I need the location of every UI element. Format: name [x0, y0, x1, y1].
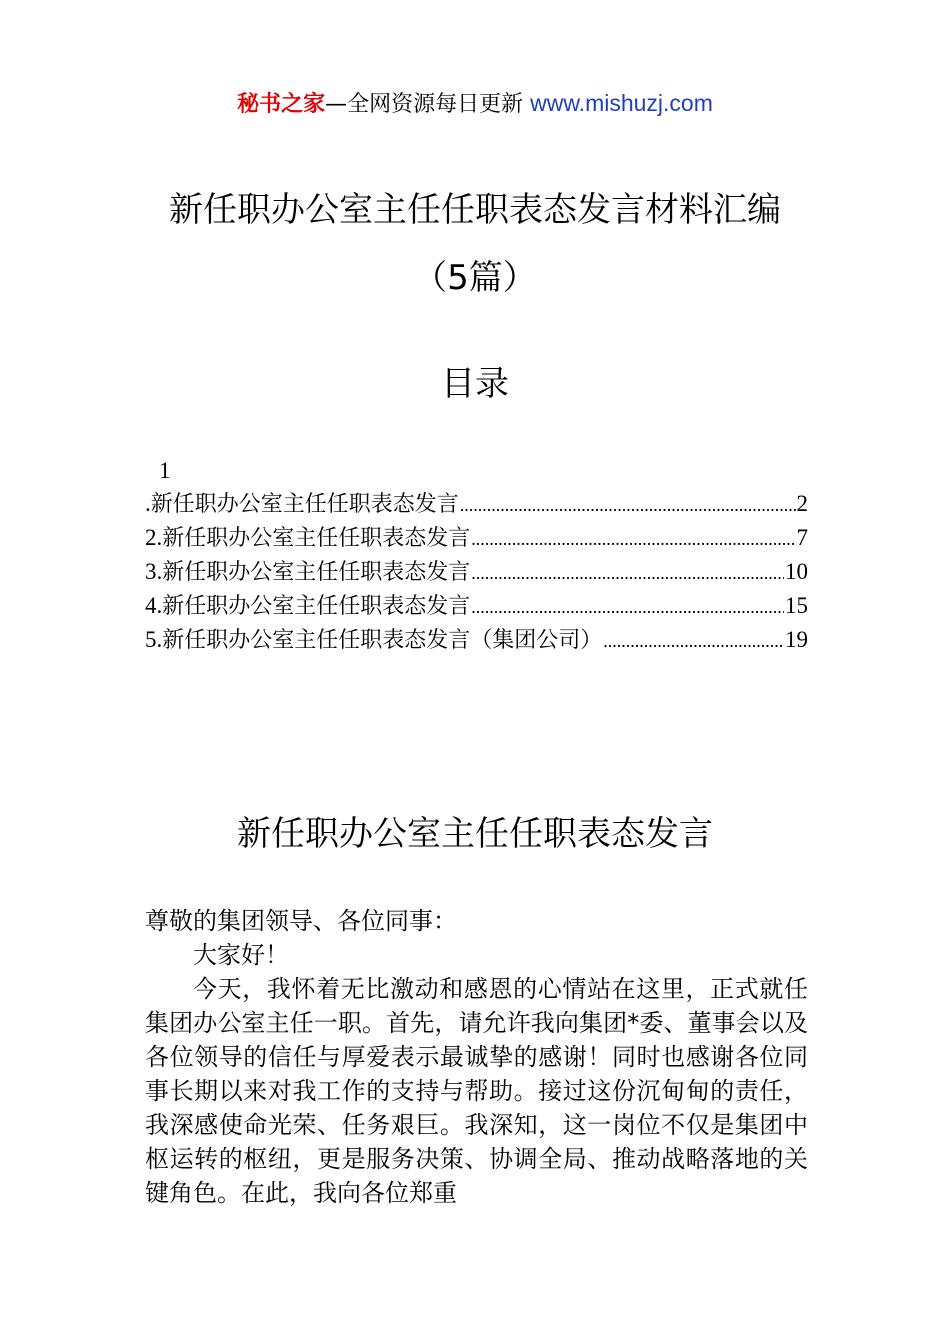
toc-item-page: 2 [796, 491, 808, 516]
toc-leader-dots [471, 522, 795, 556]
section-title: 新任职办公室主任任职表态发言 [237, 814, 713, 854]
toc-item-label: 新任职办公室主任任职表态发言 [162, 526, 471, 551]
toc-item-page: 10 [785, 559, 808, 584]
toc-leader-dots [471, 556, 784, 590]
site-header [0, 88, 950, 120]
toc-item-prefix: . [145, 491, 151, 516]
toc-item-label: 新任职办公室主任任职表态发言（集团公司） [162, 628, 603, 653]
site-url-link[interactable]: www.mishuzj.com [530, 90, 713, 116]
toc-item[interactable] [145, 589, 808, 623]
toc-leader-dots [603, 624, 784, 658]
table-of-contents [145, 455, 808, 657]
toc-item[interactable] [145, 623, 808, 657]
toc-item[interactable] [145, 555, 808, 589]
toc-item-label: 新任职办公室主任任职表态发言 [162, 560, 471, 585]
section-body [145, 904, 808, 1210]
toc-item-label: 新任职办公室主任任职表态发言 [150, 492, 459, 517]
document-subtitle: （5篇） [413, 258, 537, 298]
salutation: 尊敬的集团领导、各位同事： [145, 907, 457, 935]
toc-item-page: 19 [785, 627, 808, 652]
toc-item-prefix: 4. [145, 593, 163, 618]
toc-leader-dots [471, 590, 784, 624]
toc-item-prefix: 2. [145, 525, 163, 550]
site-slogan: 全网资源每日更新 [347, 92, 524, 117]
toc-item-page: 7 [796, 525, 808, 550]
greeting: 大家好！ [193, 941, 289, 969]
site-brand: 秘书之家 [237, 92, 326, 117]
toc-item-prefix: 5. [145, 627, 163, 652]
toc-first-number: 1 [159, 458, 171, 483]
toc-leader-dots [460, 488, 796, 522]
toc-item-label: 新任职办公室主任任职表态发言 [162, 594, 471, 619]
toc-item[interactable] [145, 521, 808, 555]
header-separator: — [325, 92, 348, 117]
body-paragraph: 今天，我怀着无比激动和感恩的心情站在这里，正式就任集团办公室主任一职。首先，请允许我向集团*委、董事会以及各位领导的信任与厚爱表示最诚挚的感谢！同时也感谢各位同事长期以来对我工作的支持与帮助。接过这份沉甸甸的责任，我深感使命光荣、任务艰巨。我深知，这一岗位不仅是集团中枢运转的枢纽，更是服务决策、协调全局、推动战略落地的关键角色。在此，我向各位郑重 [145, 975, 808, 1207]
toc-heading: 目录 [441, 364, 509, 404]
toc-item-prefix: 3. [145, 559, 163, 584]
document-title: 新任职办公室主任任职表态发言材料汇编 [169, 190, 781, 230]
toc-item[interactable] [145, 487, 808, 521]
toc-item-page: 15 [785, 593, 808, 618]
